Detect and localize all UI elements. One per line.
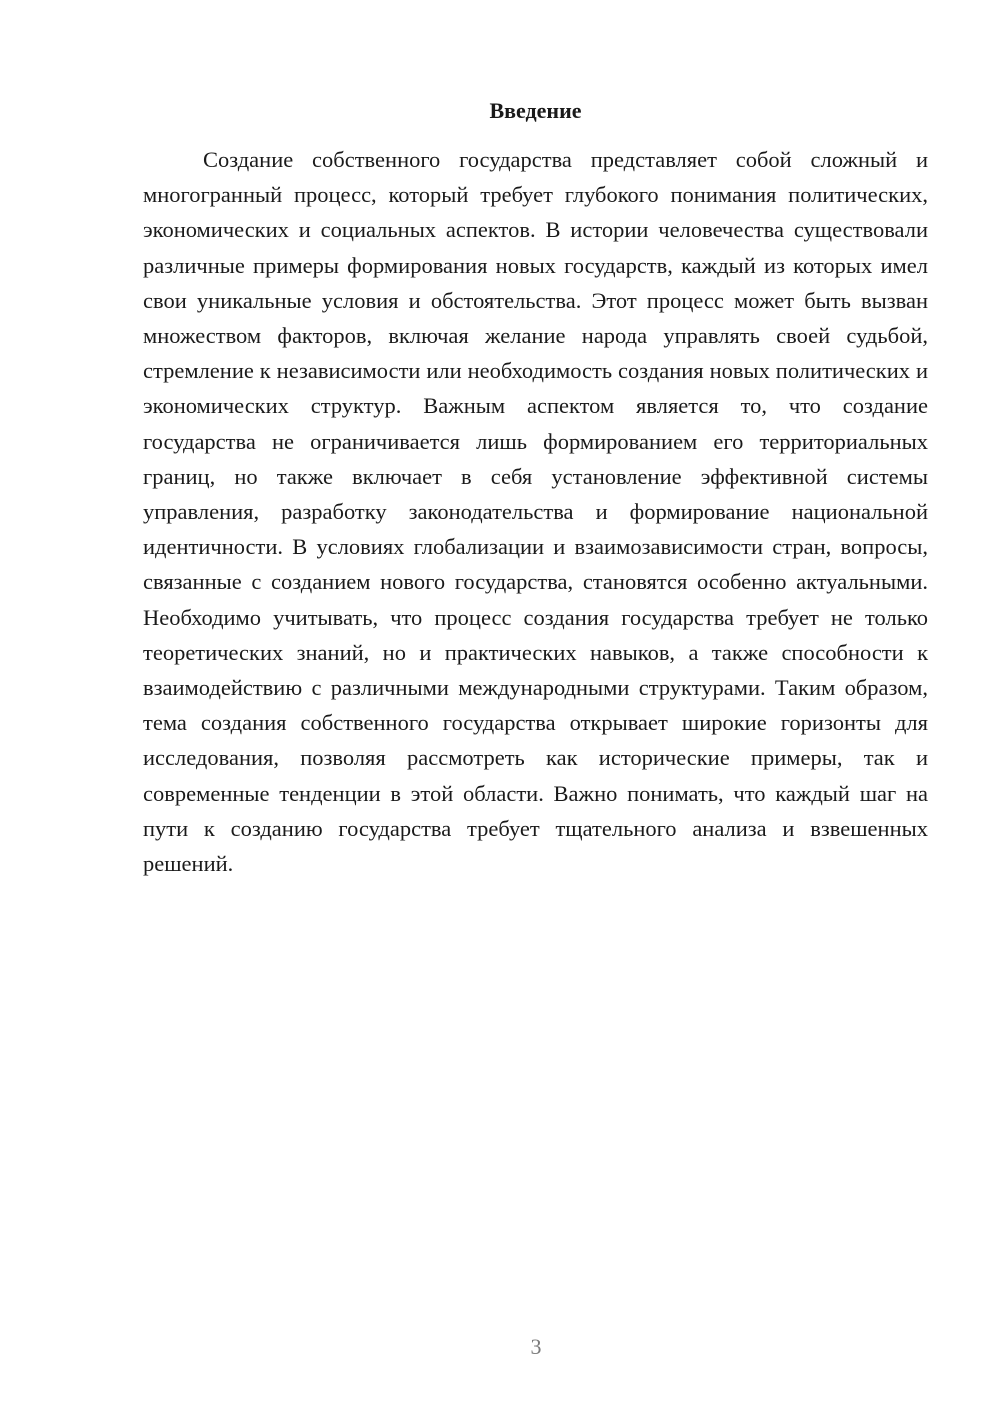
page-number: 3 xyxy=(530,1334,542,1359)
body-paragraph: Создание собственного государства представляет собой сложный и многогранный процесс, который требует глубокого понимания политических, экономических и социальных аспектов. В истории человечества существовали различные примеры формирования новых государств, каждый из которых имел свои уникальные условия и обстоятельства. Этот процесс может быть вызван множеством факторов, включая желание народа управлять своей судьбой, стремление к независимости или необходимость создания новых политических и экономических структур. Важным аспектом является то, что создание государства не ограничивается лишь формированием его территориальных границ, но также включает в себя установление эффективной системы управления, разработку законодательства и формирование национальной идентичности. В условиях глобализации и взаимозависимости стран, вопросы, связанные с созданием нового государства, становятся особенно актуальными. Необходимо учитывать, что процесс создания государства требует не только теоретических знаний, но и практических навыков, а также способности к взаимодействию с различными международными структурами. Таким образом, тема создания собственного государства открывает широкие горизонты для исследования, позволяя рассмотреть как исторические примеры, так и современные тенденции в этой области. Важно понимать, что каждый шаг на пути к созданию государства требует тщательного анализа и взвешенных решений. xyxy=(143,147,928,877)
section-heading: Введение xyxy=(489,98,582,123)
